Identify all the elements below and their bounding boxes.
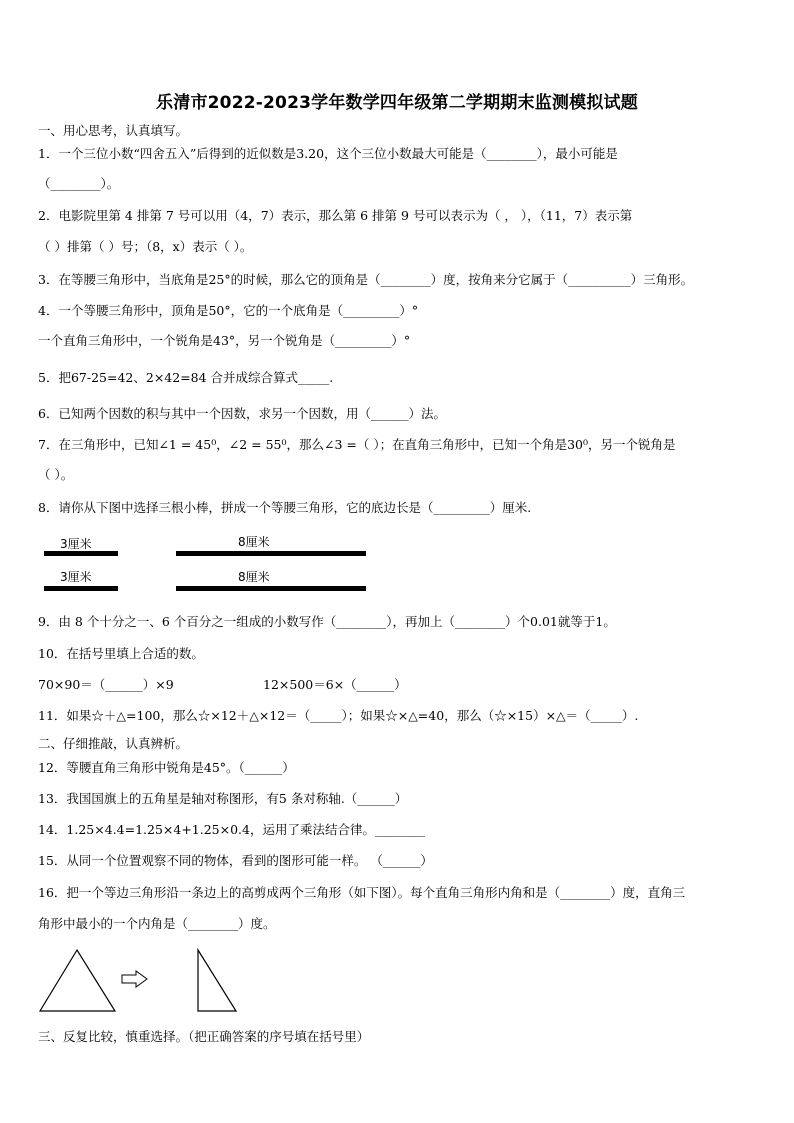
question-5: 5．把67-25=42、2×42=84 合并成综合算式_____. xyxy=(38,370,334,385)
question-10: 10．在括号里填上合适的数。 xyxy=(38,646,204,661)
question-2-line-2: （ ）排第（ ）号；（8，x）表示（ ）。 xyxy=(38,239,253,254)
question-10-part-b: 12×500＝6×（______） xyxy=(263,677,407,692)
stick-label: 3厘米 xyxy=(60,537,92,551)
question-6: 6．已知两个因数的积与其中一个因数，求另一个因数，用（______）法。 xyxy=(38,406,446,421)
question-1-line-1: 1．一个三位小数“四舍五入”后得到的近似数是3.20，这个三位小数最大可能是（________），最小可能是 xyxy=(38,146,618,161)
stick-3cm xyxy=(44,586,118,591)
question-16-line-1: 16．把一个等边三角形沿一条边上的高剪成两个三角形（如下图）。每个直角三角形内角和是（________）度，直角三 xyxy=(38,885,686,900)
question-7-line-2: （ ）。 xyxy=(38,467,74,482)
question-2-line-1: 2．电影院里第 4 排第 7 号可以用（4，7）表示，那么第 6 排第 9 号可以表示为（ ， ），（11，7）表示第 xyxy=(38,208,633,223)
arrow-right-icon xyxy=(120,970,150,988)
question-15: 15．从同一个位置观察不同的物体，看到的图形可能一样。 （______） xyxy=(38,853,433,868)
question-10-part-a: 70×90＝（______）×9 xyxy=(38,677,174,692)
section-heading-3: 三、反复比较，慎重选择。（把正确答案的序号填在括号里） xyxy=(38,1029,370,1044)
section-heading-1: 一、用心思考，认真填写。 xyxy=(38,123,189,138)
stick-label: 8厘米 xyxy=(238,535,270,549)
question-11: 11．如果☆＋△=100，那么☆×12＋△×12＝（_____）；如果☆×△=40，那么（☆×15）×△＝（_____）. xyxy=(38,708,639,723)
question-9: 9．由 8 个十分之一、6 个百分之一组成的小数写作（________），再加上（________）个0.01就等于1。 xyxy=(38,614,616,629)
stick-8cm xyxy=(176,586,366,591)
question-16-line-2: 角形中最小的一个内角是（________）度。 xyxy=(38,916,276,931)
question-13: 13．我国国旗上的五角星是轴对称图形，有5 条对称轴.（______） xyxy=(38,791,408,806)
equilateral-triangle-figure xyxy=(38,948,118,1014)
question-3: 3．在等腰三角形中，当底角是25°的时候，那么它的顶角是（________）度，按角来分它属于（__________）三角形。 xyxy=(38,272,694,287)
page-title: 乐清市2022-2023学年数学四年级第二学期期末监测模拟试题 xyxy=(156,93,638,113)
stick-3cm xyxy=(44,551,118,556)
question-12: 12．等腰直角三角形中锐角是45°。（______） xyxy=(38,760,295,775)
section-heading-2: 二、仔细推敲，认真辨析。 xyxy=(38,736,189,751)
question-1-line-2: （________）。 xyxy=(38,176,120,191)
question-4-line-2: 一个直角三角形中，一个锐角是43°，另一个锐角是（_________）° xyxy=(38,333,411,348)
question-8: 8．请你从下图中选择三根小棒，拼成一个等腰三角形，它的底边长是（_________）厘米. xyxy=(38,500,532,515)
question-7-line-1: 7．在三角形中，已知∠1 = 45⁰，∠2 = 55⁰，那么∠3 =（ ）；在直角三角形中，已知一个角是30⁰，另一个锐角是 xyxy=(38,437,676,452)
right-triangle-figure xyxy=(196,948,240,1014)
stick-8cm xyxy=(176,551,366,556)
question-4-line-1: 4．一个等腰三角形中，顶角是50°，它的一个底角是（_________）° xyxy=(38,303,419,318)
question-14: 14．1.25×4.4=1.25×4+1.25×0.4，运用了乘法结合律。________ xyxy=(38,822,425,837)
stick-label: 3厘米 xyxy=(60,570,92,584)
stick-label: 8厘米 xyxy=(238,570,270,584)
